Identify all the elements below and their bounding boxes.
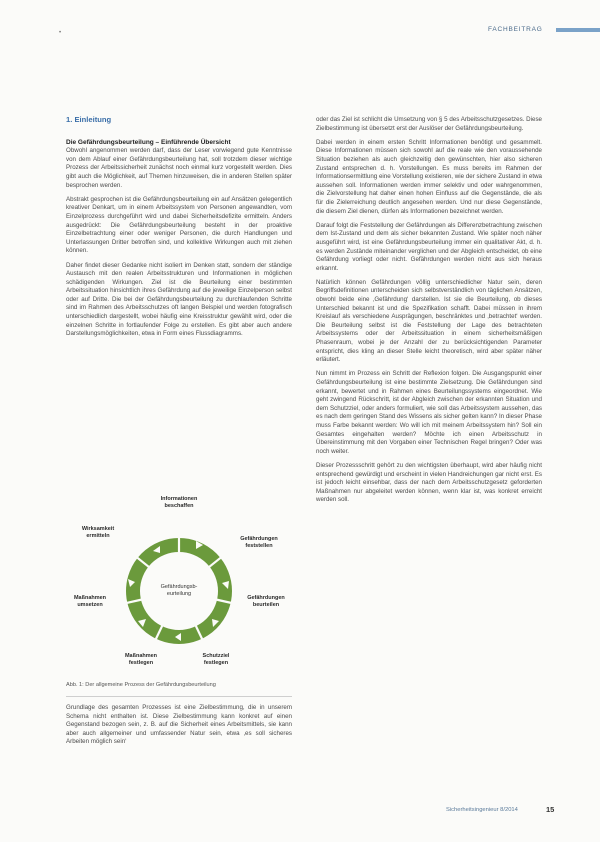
- left-column: [66, 116, 292, 344]
- cycle-diagram: [66, 495, 292, 681]
- step-gefaehrdungen-beurteilen: Gefährdungen beurteilen: [247, 595, 285, 608]
- right-para-4: Natürlich können Gefährdungen völlig unterschiedlicher Natur sein, deren Begriffsdefinitionen unterscheiden sich selbstverständlich von täglichen Ansätzen, obwohl beide eine ‚Gefährdung‘ darstellen. Ist sie die Beurteilung, ob dieses Unterschied bekannt ist und die Spezifikation schafft. Dabei müssen in ihrem Kreislauf als verschiedene Ausprägungen, beschränktes und ‚betrachtet‘ werden. Die Beurteilung selbst ist die Feststellung der Lage des betrachteten Arbeitssystems oder der Arbeitssituation in einem sicherheitsmäßigen Phasenraum, wobei je der Anzahl der zu berücksichtigenden Parameter entspricht, dies kling an dieser Stelle leicht theoretisch, wird aber später näher erläutert.: [316, 278, 542, 364]
- subheading: Die Gefährdungsbeurteilung – Einführende Übersicht: [66, 138, 231, 146]
- step-schutzziel: Schutzziel festlegen: [202, 653, 230, 666]
- right-column: [316, 116, 542, 511]
- process-cycle-figure: [66, 495, 292, 681]
- step-wirksamkeit: Wirksamkeit ermitteln: [81, 526, 115, 539]
- figure-caption: Abb. 1: Der allgemeine Prozess der Gefährdungsbeurteilung: [66, 682, 216, 688]
- right-para-5: Nun nimmt im Prozess ein Schritt der Reflexion folgen. Die Ausgangspunkt einer Gefährdungsbeurteilung ist eine bestimmte Zielsetzung. Die Gefährdungen sind erkannt, bewertet und in Rahmen eines Beurteilungssystems eingeordnet. Wie geht zwingend Rückschritt, ist der Abgleich zwischen der erkannten Situation und dem Schutzziel, oder anders formuliert, wie soll das Arbeitssystem aussehen, das es nach dem geringen Stand des Wissens als sicher gelten kann? In dieser Phase muss Farbe bekannt werden: Wo will ich mit meinem Arbeitssystem hin? Soll ein Gesamtes eingehalten werden? Möchte ich einen Arbeitsschutz in Übereinstimmung mit den Vorgaben einer Technischen Regel bringen? Oder was noch weiter.: [316, 370, 542, 455]
- left-para-3: Daher findet dieser Gedanke nicht isoliert im Denken statt, sondern der ständige Austausch mit den realen Arbeitsstrukturen und Informationen in möglichen schädigenden Wirkungen. Ziel ist die Beurteilung einer bestimmten Arbeitssituation hinsichtlich ihres Gefährdung auf die jeweilige Einzelperson selbst oder auf Dritte. Die bei der Gefährdungsbeurteilung zu durchlaufenden Schritte sind im Rahmen des Arbeitsschutzes oft langen Beispiel und werden fotografisch unterschiedlich dargestellt, wobei häufig eine Kreisstruktur gewählt wird, oder die einzelnen Schritte in fortlaufender Folge zu erstellen. Es gibt aber auch andere Darstellungsmöglichkeiten, etwa in Form eines Flussdiagramms.: [66, 261, 292, 338]
- margin-mark: •: [59, 30, 62, 36]
- step-massnahmen-umsetzen: Maßnahmen umsetzen: [73, 595, 107, 608]
- left-para-1: [66, 139, 292, 191]
- center-label: Gefährdungsb-eurteilung: [160, 584, 198, 597]
- step-gefaehrdungen-feststellen: Gefährdungen feststellen: [240, 536, 278, 549]
- right-para-3: Darauf folgt die Feststellung der Gefährdungen als Differenzbetrachtung zwischen dem Ist-Zustand und dem als sicher bekannten Zustand. Wie später noch näher ausgeführt wird, ist eine Gefährdungsbeurteilung immer ein qualitativer Akt, d. h. es werden Zustände miteinander verglichen und der Abgleich entscheidet, ob eine Gefährdung vorliegt oder nicht. Gefährdungen werden nicht aus sich heraus erkannt.: [316, 221, 542, 272]
- right-para-6: Dieser Prozessschritt gehört zu den wichtigsten überhaupt, wird aber häufig nicht entsprechend gewürdigt und erscheint in vielen Handreichungen gar nicht erst. Es ist jedoch leicht einsehbar, dass der nach dem Arbeitsschutzgesetz geforderten Maßnahmen nur abgeleitet werden können, wenn klar ist, was konkret erreicht werden soll.: [316, 461, 542, 504]
- section-heading: 1. Einleitung: [66, 115, 112, 124]
- step-informationen: Informationen beschaffen: [160, 496, 198, 509]
- right-para-2: Dabei werden in einem ersten Schritt Informationen benötigt und gesammelt. Diese Informationen müssen sich sowohl auf die reale wie den voraussehende Situation beziehen als auch gleichzeitig den gewünschten, hier also sicheren Zustand entsprechen d. h. Vorstellungen. Es muss bereits im Rahmen der Informationsermittlung eine Vorstellung existieren, wie der sichere Zustand in etwa aussehen soll. Informationen werden immer selektiv und oder wahrgenommen, die Zielvorstellung hat daher einen hohen Einfluss auf die Gegenstände, die als für die Zielerreichung deutlich angesehen werden. Und nur diese Gegenstände, die diesem Ziel dienen, dürfen als Informationen bezeichnet werden.: [316, 138, 542, 215]
- caption-divider: [66, 696, 292, 697]
- left-column-bottom: [66, 704, 292, 753]
- left-para-4: Grundlage des gesamten Prozesses ist eine Zielbestimmung, die in unserem Schema nicht enthalten ist. Diese Zielbestimmung kann konkret auf einen Gegenstand bezogen sein, z. B. auf die Sicherheit eines Arbeitsmittels, sie kann aber auch allgemeiner und umfassender Natur sein, etwa ‚es soll sicheres Arbeiten möglich sein‘: [66, 704, 292, 746]
- step-massnahmen-festlegen: Maßnahmen festlegen: [124, 653, 158, 666]
- page-number: 15: [546, 805, 555, 814]
- left-para-2: Abstrakt gesprochen ist die Gefährdungsbeurteilung ein auf Ansätzen gelegentlich kreativer Denkart, um in einem Arbeitssystem von Personen angewandten, vom Einzelprozess durchgeführt wird und dabei Sicherheitsdefizite ermitteln. Anders ausgedrückt: Die Gefährdungsbeurteilung besteht in der proaktive Einzelbetrachtung einer oder weniger Personen, die durch Handlungen und Unterlassungen Dritter betroffen sind, und kollektive Wirkungen auch mit ziehen können.: [66, 195, 292, 255]
- section-tag: FACHBEITRAG: [488, 26, 543, 33]
- right-para-1: oder das Ziel ist schlicht die Umsetzung von § 5 des Arbeitsschutzgesetzes. Diese Zielbestimmung ist übersetzt erst der Auslöser der Gefährdungsbeurteilung.: [316, 116, 542, 132]
- header-accent-bar: [556, 28, 600, 32]
- left-para-1-text: Obwohl angenommen werden darf, dass der Leser vorwiegend gute Kenntnisse von dem Ablauf einer Gefährdungsbeurteilung hat, soll trotzdem dieser wichtige Prozess der Arbeitssicherheit zunächst noch einmal kurz vorgestellt werden. Dies gibt auch die Möglichkeit, auf Themen hinzuweisen, die in anderen Stellen später besprochen werden.: [66, 147, 292, 189]
- journal-footer: Sicherheitsingenieur 8/2014: [446, 807, 518, 813]
